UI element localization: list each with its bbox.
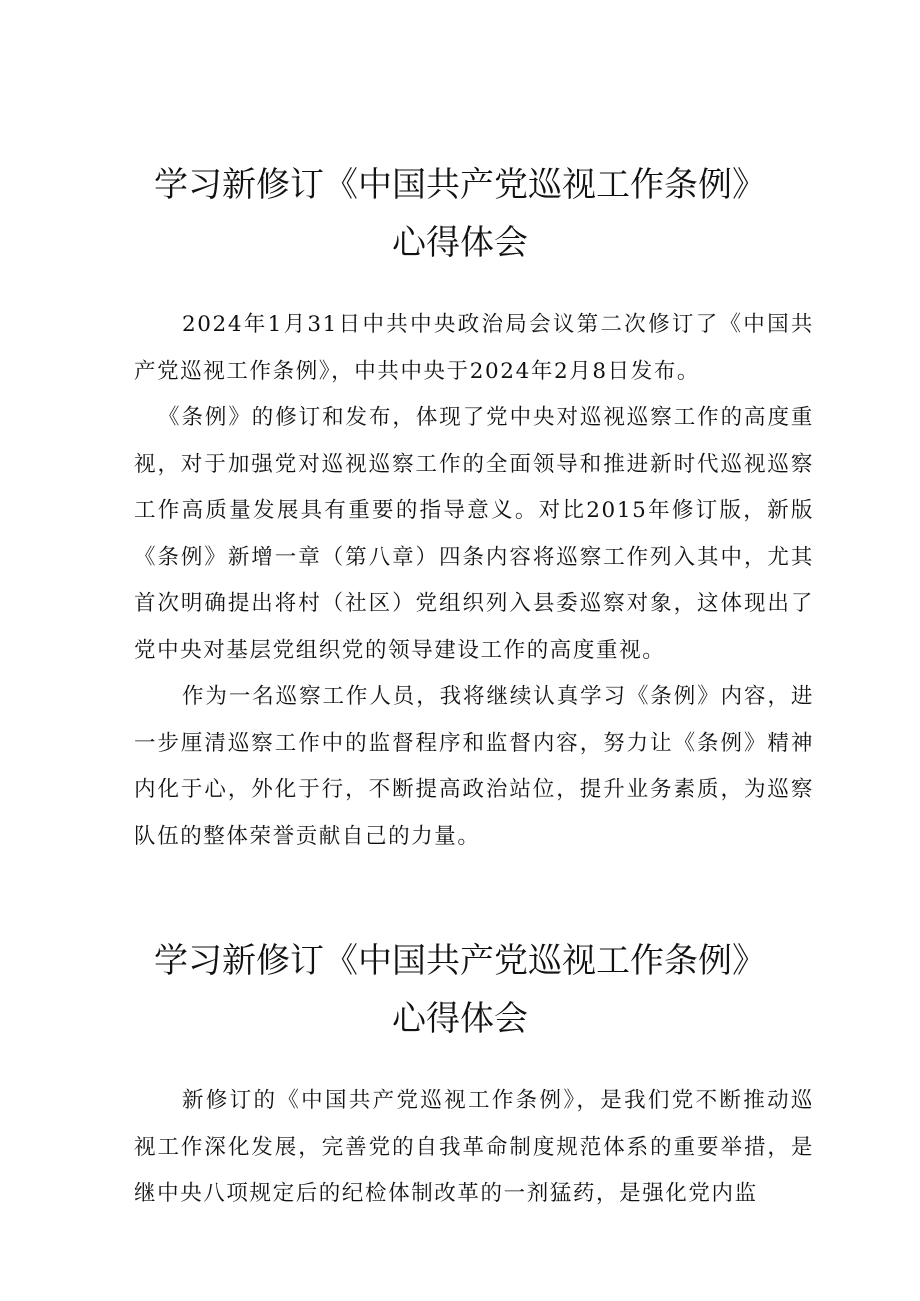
article-1-paragraph-1: 2024年1月31日中共中央政治局会议第二次修订了《中国共产党巡视工作条例》，中共中央于2024年2月8日发布。 [134, 312, 814, 384]
article-2-title-line-2: 心得体会 [392, 999, 528, 1039]
article-2-body [134, 1078, 814, 1218]
article-1-title-line-1: 学习新修订《中国共产党巡视工作条例》 [154, 165, 766, 205]
article-2-title [0, 932, 920, 1048]
article-1-paragraph-3: 作为一名巡察工作人员，我将继续认真学习《条例》内容，进一步厘清巡察工作中的监督程序和监督内容，努力让《条例》精神内化于心，外化于行，不断提高政治站位，提升业务素质，为巡察队伍的整体荣誉贡献自己的力量。 [134, 684, 814, 849]
article-2-paragraph-1: 新修订的《中国共产党巡视工作条例》，是我们党不断推动巡视工作深化发展，完善党的自我革命制度规范体系的重要举措，是继中央八项规定后的纪检体制改革的一剂猛药，是强化党内监 [134, 1088, 814, 1206]
article-1-paragraph-2: 《条例》的修订和发布，体现了党中央对巡视巡察工作的高度重视，对于加强党对巡视巡察工作的全面领导和推进新时代巡视巡察工作高质量发展具有重要的指导意义。对比2015年修订版，新版《条例》新增一章（第八章）四条内容将巡察工作列入其中，尤其首次明确提出将村（社区）党组织列入县委巡察对象，这体现出了党中央对基层党组织党的领导建设工作的高度重视。 [134, 405, 814, 663]
article-2-title-line-1: 学习新修订《中国共产党巡视工作条例》 [154, 941, 766, 981]
article-1-title-line-2: 心得体会 [392, 223, 528, 263]
article-1-title [0, 156, 920, 272]
article-1-body [134, 302, 814, 860]
